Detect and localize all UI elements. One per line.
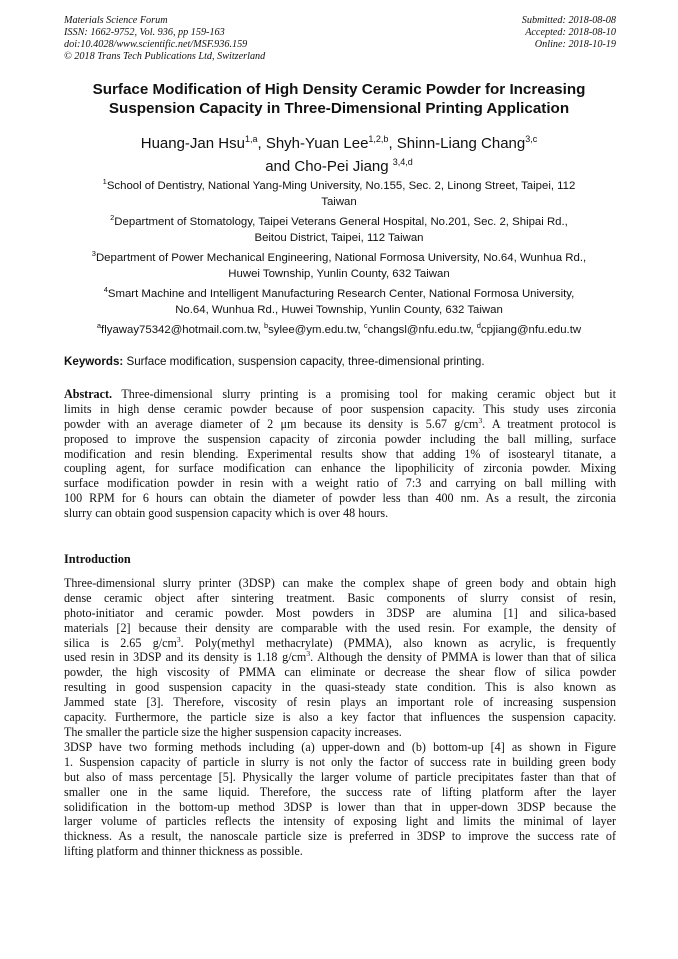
email-marker: a: [96, 321, 102, 330]
affiliation-text: Smart Machine and Intelligent Manufacturing Research Center, National Formosa University,: [107, 287, 575, 300]
body-line: but also of mass percentage [5]. Physically the larger volume of particle precipitates faster than that of: [64, 769, 616, 784]
affiliation-number: 1: [102, 177, 107, 186]
abstract-line: 100 RPM for 6 hours can obtain the diameter of powder less than 400 nm. As a result, the zirconia: [64, 491, 616, 506]
affiliation: [50, 246, 628, 282]
body-line: materials [2] because their density are comparable with the used resin. For example, the density of: [64, 620, 616, 635]
affiliation-text: Department of Power Mechanical Engineering, National Formosa University, No.64, Wunhua Rd.,: [95, 251, 587, 264]
affiliation-text: Beitou District, Taipei, 112 Taiwan: [254, 231, 424, 244]
author-list: [40, 130, 638, 176]
body-line: lifting platform and thinner thickness as possible.: [64, 844, 303, 859]
email-list: [50, 318, 628, 338]
journal-header: [64, 15, 265, 63]
body-line: larger volume of particles reflects the intensity of exposing light and limits the minimal of layer: [64, 814, 616, 829]
body-line: Three-dimensional slurry printer (3DSP) can make the complex shape of green body and obtain high: [64, 576, 616, 590]
body-line: photo-initiator and ceramic powder. Most powders in 3DSP are alumina [1] and silica-based: [64, 605, 616, 620]
affiliation: [50, 282, 628, 318]
author-sep: ,: [388, 135, 397, 152]
body-line: The smaller the particle size the higher suspension capacity increases.: [64, 724, 402, 739]
abstract-line: limits in high dense ceramic powder because of poor suspension capacity. This study uses zirconia: [64, 401, 616, 416]
author-line: [40, 153, 638, 176]
abstract-line: Abstract. Three-dimensional slurry printing is a promising tool for making ceramic object but it: [64, 387, 616, 401]
email-address[interactable]: flyaway75342@hotmail.com.tw,: [101, 323, 264, 336]
body-line: dense ceramic object after sintering treatment. Basic components of slurry consist of resin,: [64, 590, 616, 605]
journal-copyright: © 2018 Trans Tech Publications Ltd, Switzerland: [64, 51, 266, 62]
author-line: [40, 130, 638, 153]
abstract-line: powder with an average diameter of 2 μm because its density is 5.67 $g/cm^3$. A treatment protocol is: [64, 415, 616, 431]
body-line: Jammed state [3]. Therefore, viscosity of resin plays an important role of increasing suspension: [64, 695, 616, 710]
body-line: silica is 2.65 $g/cm^3$. Poly(methyl methacrylate) (PMMA), also known as acrylic, is frequently: [64, 634, 616, 650]
abstract-label: Abstract.: [64, 387, 113, 401]
section-heading: Introduction: [64, 552, 131, 566]
affiliation-number: 3: [91, 249, 96, 258]
affiliation-text: No.64, Wunhua Rd., Huwei Township, Yunlin County, 632 Taiwan: [175, 303, 503, 316]
dates-header: [522, 15, 616, 51]
email-marker: c: [363, 321, 368, 330]
affiliation: [50, 210, 628, 246]
author-name: Shyh-Yuan Lee: [265, 135, 369, 152]
journal-issn: ISSN: 1662-9752, Vol. 936, pp 159-163: [64, 27, 225, 38]
email-address[interactable]: cpjiang@nfu.edu.tw: [480, 323, 582, 336]
email-address[interactable]: sylee@ym.edu.tw,: [268, 323, 364, 336]
title-line: Suspension Capacity in Three-Dimensional Printing Application: [108, 100, 570, 117]
keywords-text: Surface modification, suspension capacity, three-dimensional printing.: [123, 355, 485, 368]
author-sep: ,: [257, 135, 266, 152]
author-affil: 1,2,b: [368, 134, 389, 144]
body-line: 3DSP have two forming methods including (a) upper-down and (b) bottom-up [4] as shown in Figure: [64, 740, 616, 754]
date-accepted: Accepted: 2018-08-10: [525, 27, 616, 38]
body-line: smaller one in the same liquid. Therefore, the success rate of lifting platform after the layer: [64, 784, 616, 799]
body-line: solidification in the bottom-up method 3DSP is lower than that in upper-down 3DSP because the: [64, 799, 616, 814]
abstract-line: surface modification powder in resin with a weight ratio of 7:3 and carrying on ball milling with: [64, 476, 616, 491]
introduction-paragraph: [64, 576, 616, 740]
abstract-line: coupling agent, for surface modification can enhance the lipophilicity of zirconia powder. Mixing: [64, 461, 616, 476]
body-line: thickness. As a result, the nanoscale particle size is preferred in 3DSP to improve the success rate of: [64, 829, 616, 844]
paper-title: [40, 80, 638, 118]
author-name: Shinn-Liang Chang: [396, 135, 526, 152]
affiliation-text: School of Dentistry, National Yang-Ming University, No.155, Sec. 2, Linong Street, Taipei, 112: [106, 179, 576, 192]
affiliation-number: 2: [110, 213, 115, 222]
author-name: Huang-Jan Hsu: [140, 135, 245, 152]
body-line: powder, the high viscosity of PMMA can eliminate or decrease the shear flow of silica powder: [64, 665, 616, 680]
keywords-label: Keywords:: [64, 355, 124, 368]
date-online: Online: 2018-10-19: [534, 39, 616, 50]
abstract: [64, 387, 616, 521]
author-affil: 1,a: [244, 134, 258, 144]
body-line: 1. Suspension capacity of particle in slurry is not only the factor of success rate in building green body: [64, 754, 616, 769]
affiliation-text: Department of Stomatology, Taipei Veterans General Hospital, No.201, Sec. 2, Shipai Rd.,: [114, 215, 568, 228]
affiliation-text: Taiwan: [321, 195, 357, 208]
body-line: resulting in good suspension capacity in the quasi-steady state condition. This is also known as: [64, 680, 616, 695]
affiliation-number: 4: [103, 285, 108, 294]
title-line: Surface Modification of High Density Ceramic Powder for Increasing: [92, 81, 586, 98]
keywords: [64, 354, 485, 370]
date-submitted: Submitted: 2018-08-08: [521, 15, 616, 26]
body-line: used resin in 3DSP and its density is 1.18 $g/cm^3$. Although the density of PMMA is lower than that of silica: [64, 649, 616, 665]
email-address[interactable]: changsl@nfu.edu.tw,: [367, 323, 477, 336]
email-marker: b: [263, 321, 269, 330]
journal-name: Materials Science Forum: [64, 15, 168, 26]
introduction-paragraph: [64, 740, 616, 859]
author-name: and Cho-Pei Jiang: [265, 158, 393, 175]
affiliation-text: Huwei Township, Yunlin County, 632 Taiwan: [228, 267, 450, 280]
email-marker: d: [476, 321, 481, 330]
body-line: capacity. Furthermore, the particle size is also a key factor that influences the suspension capacity.: [64, 710, 616, 725]
journal-doi: doi:10.4028/www.scientific.net/MSF.936.159: [64, 39, 248, 50]
author-affil: 3,4,d: [392, 157, 413, 167]
abstract-line: modification and resin blending. Experimental results show that adding 1% of isostearyl titanate, a: [64, 446, 616, 461]
abstract-line: proposed to improve the suspension capacity of zirconia powder including the ball milling, surface: [64, 431, 616, 446]
affiliation: [50, 174, 628, 210]
abstract-line: slurry can obtain good suspension capacity which is over 48 hours.: [64, 506, 389, 521]
author-affil: 3,c: [525, 134, 538, 144]
